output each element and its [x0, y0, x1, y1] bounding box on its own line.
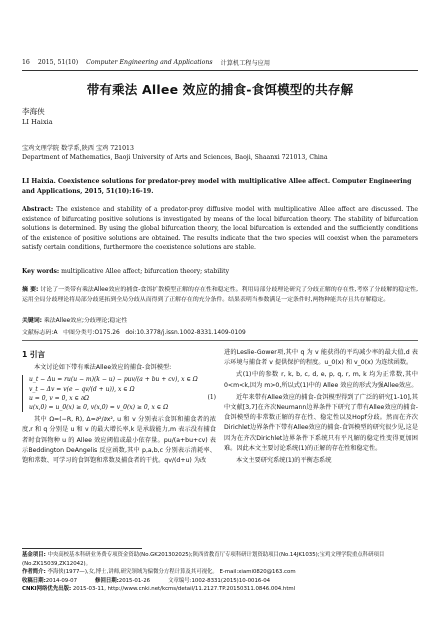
equation-line: u = 0, v = 0, x ∈ ∂Ω [29, 394, 89, 402]
author-note-label: 作者简介: [22, 569, 46, 576]
left-column [22, 348, 216, 468]
dates-row [22, 577, 418, 586]
abstract-cn-label: 摘 要: [22, 287, 39, 293]
author-cn: 李海侠 [22, 107, 45, 116]
abstract-en [22, 205, 418, 253]
citation: LI Haixia. Coexistence solutions for predator-prey model with multiplicative Allee affect. Computer Engineering and Applications, 2015, 51(10):16-19. [22, 178, 412, 195]
fund-text: 中央高校基本科研业务费专项资金资助(No.GK201302025);陕西省教育厅专项科研计划资助项目(No.14JK1035);宝鸡文理学院重点科研项目(No.ZK15039,ZK12042)。 [22, 552, 385, 567]
journal-name-cn: 计算机工程与应用 [220, 59, 271, 67]
right-column [224, 348, 418, 468]
abstract-en-label: Abstract: [22, 206, 54, 213]
received-date: 2014-09-07 [45, 577, 78, 584]
author-note [22, 568, 418, 577]
article-number: 文章编号:1002-8331(2015)10-0016-04 [168, 577, 271, 584]
paragraph: 其中 Ω=(−R, R), Δ=∂²/∂x², u 和 v 分别表示食饵和捕食者的浓度,r 和 q 分别是 u 和 v 的最大增长率,k 是承载能力,m 表示没有捕食者时食饵物种 u 的 Allee 效应阈值或最小依存量。pu/(a+bu+cv) 表示Beddington DeAngelis 反应函数,其中 p,a,b,c 分别表示消耗率、饱和常数、可学习的食饵饱和常数及捕食者的干扰。qv/(d+u) 为改 [22, 416, 216, 465]
doc-code: 文献标志码:A [22, 330, 58, 336]
fund-note [22, 551, 418, 568]
equation-line: u(x,0) = u_0(x) ≥ 0, v(x,0) = v_0(x) ≥ 0, x ∈ Ω [29, 404, 169, 412]
paragraph: 式(1)中的参数 r, k, b, c, d, e, p, q, r, m, k 均为正常数,其中 0<m<k,因为 m>0,所以式(1)中的 Allee 效应的形式为强Allee效应。 [224, 371, 418, 389]
section-heading: 1 引言 [22, 350, 46, 359]
abstract-cn-text: 讨论了一类带有乘法Allee效应的捕食-食饵扩散模型正解的存在性和稳定性。利用局部分歧理论研究了分歧正解的存在性,考察了分歧解的稳定性,运用全局分歧理论将局部分歧延拓到全局分歧从而得到了正解存在的充分条件。结果表明当参数满足一定条件时,两物种能共存且共存解稳定。 [22, 287, 418, 303]
keywords-en [22, 268, 418, 275]
paper-title: 带有乘法 Allee 效应的捕食-食饵模型的共存解 [86, 82, 354, 97]
classification-codes [22, 327, 418, 336]
fund-label: 基金项目: [22, 552, 46, 558]
divider [22, 340, 418, 341]
revised-date: 2015-01-26 [118, 577, 151, 584]
paragraph: 近年来带有Allee效应的捕食-食饵模型得到了广泛的研究[1-10],其中文献[3,7]在齐次Neumann边界条件下研究了带有Allee效应的捕食-食饵模型的非常数正解的存在性、稳定性以及Hopf分歧。然而在齐次Dirichlet边界条件下带有Allee效应的捕食-食饵模型的研究很少见,这是因为在齐次Dirichlet边界条件下系统只有平凡解的稳定性变得更加困难。因此本文主要讨论系统(1)的正解的存在性和稳定性。 [224, 393, 419, 452]
equation-line: v_t − Δv = v(e − qv/(d + u)), x ∈ Ω [29, 385, 135, 393]
abstract-cn [22, 285, 418, 305]
received-label: 收稿日期: [22, 577, 46, 584]
abstract-en-text: The existence and stability of a predator-prey diffusive model with multiplicative Allee affect are discussed. The existence of bifurcating positive solutions is investigated by means of the local bifurcation theory. The stability of bifurcation solutions is determined. By using the global bifurcation theory, the local bifurcation is extended and the sufficiently conditions of the existence of positive solutions are obtained. The results indicate that the two species will coexist when the parameters satisfy certain conditions, furthermore the coexistence solutions are stable. [22, 206, 418, 252]
revised-label: 修回日期: [95, 577, 119, 584]
paragraph: 本文讨论如下带有乘法Allee效应的捕食-食饵模型: [34, 364, 172, 372]
equation-number: (1) [207, 394, 216, 402]
paragraph: 进的Leslie-Gower项,其中 q 为 v 能获得的平均减少率的最大值,d 表示环境与捕食者 v 提供保护的程度。u_0(x) 和 v_0(x) 为连续函数。 [224, 349, 418, 367]
keywords-en-label: Key words: [22, 268, 60, 275]
clc-number: 中图分类号:O175.26 [63, 330, 120, 336]
author-note-text: 李海侠(1977—),女,博士,讲师,研究领域为偏微分方程计算及其可视化。 [47, 569, 218, 576]
equation-system [22, 375, 216, 412]
equation-line: u_t − Δu = ru(u − m)(k − u) − puv/(a + bu + cv), x ∈ Ω [29, 376, 198, 384]
author-en: LI Haixia [22, 118, 53, 126]
online-note [22, 585, 418, 594]
author-email: E-mail:xiami0820@163.com [219, 569, 296, 576]
online-text: 2015-03-11, http://www.cnki.net/kcms/detail/11.2127.TP.20150311.0846.004.html [72, 586, 296, 593]
online-label: CNKI网络优先出版: [22, 586, 72, 593]
keywords-cn-text: 乘法Allee效应;分歧理论;稳定性 [43, 318, 128, 324]
paragraph: 本文主要研究系统(1)的平衡态系统 [236, 457, 332, 465]
page-number: 16 [22, 58, 30, 66]
affiliation-en: Department of Mathematics, Baoji University of Arts and Sciences, Baoji, Shaanxi 721013, China [22, 154, 328, 161]
journal-name-en: Computer Engineering and Applications [86, 58, 213, 66]
keywords-en-text: multiplicative Allee affect; bifurcation theory; stability [61, 268, 230, 275]
doi: doi:10.3778/j.issn.1002-8331.1409-0109 [125, 330, 246, 336]
keywords-cn [22, 315, 418, 324]
keywords-cn-label: 关键词: [22, 318, 43, 324]
footnote-divider [22, 548, 142, 549]
running-head [22, 56, 418, 71]
issue: 2015, 51(10) [37, 58, 79, 66]
affiliation-cn: 宝鸡文理学院 数学系,陕西 宝鸡 721013 [22, 145, 134, 152]
footnotes [22, 551, 418, 594]
